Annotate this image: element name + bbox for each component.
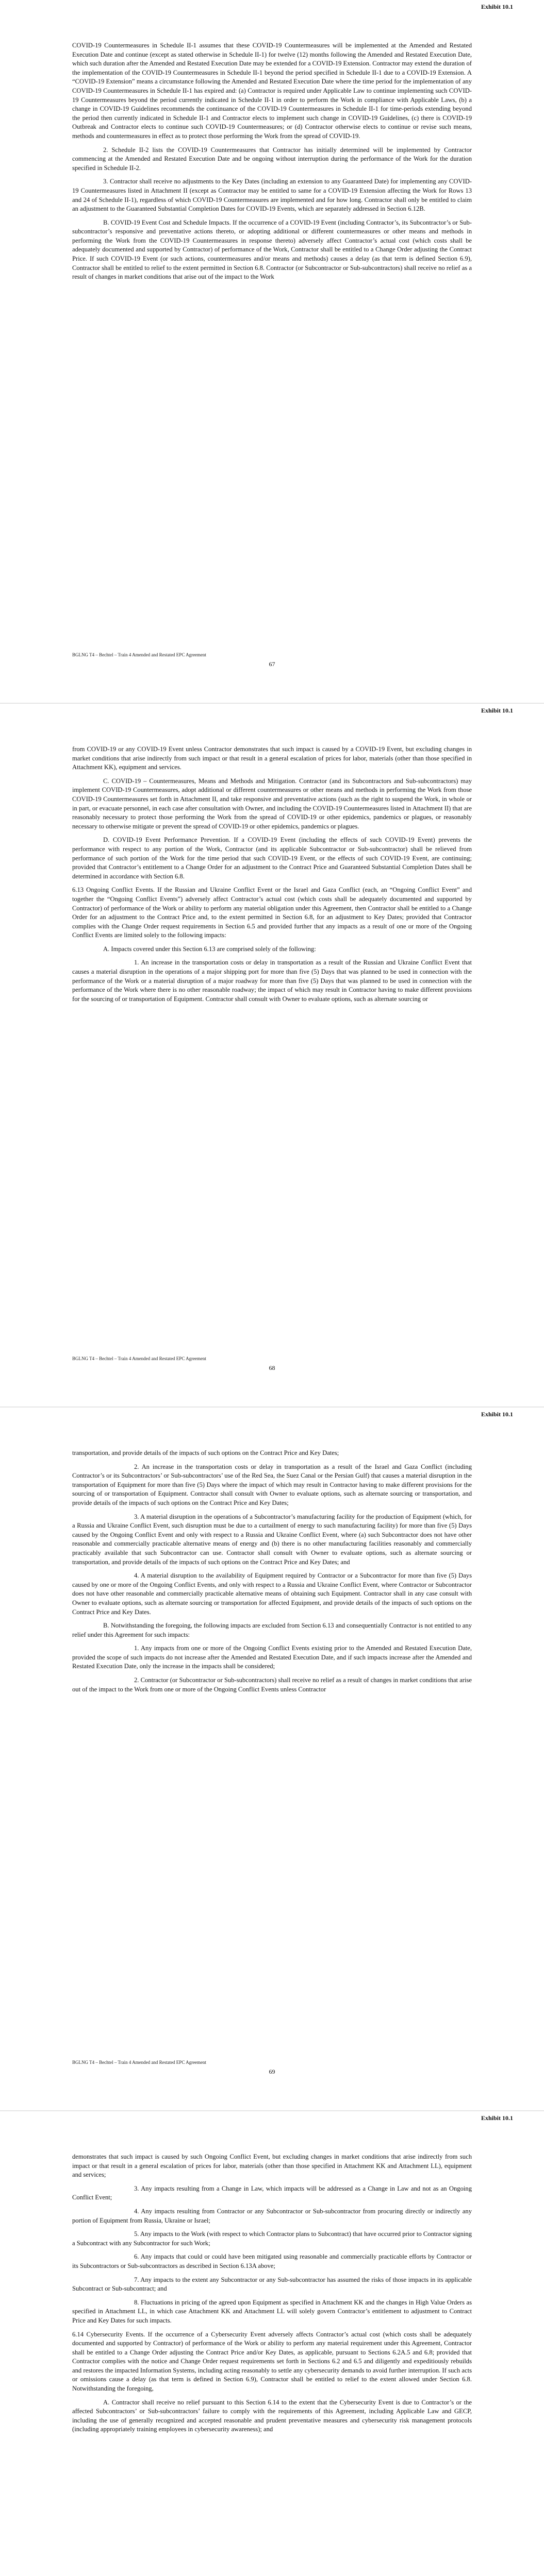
paragraph: 7. Any impacts to the extent any Subcontractor or any Sub-subcontractor has assumed the risks of those impacts in its applicable Subcontract or Sub-subcontract; and bbox=[72, 2276, 472, 2293]
page-content bbox=[72, 1449, 472, 1699]
paragraph: 5. Any impacts to the Work (with respect to which Contractor plans to Subcontract) that have occurred prior to Contractor signing a Subcontract with any Subcontractor for such Work; bbox=[72, 2230, 472, 2247]
document-page bbox=[0, 2111, 544, 2576]
exhibit-label: Exhibit 10.1 bbox=[481, 2114, 513, 2122]
paragraph: D. COVID-19 Event Performance Prevention. If a COVID-19 Event (including the effects of such COVID-19 Event) prevents the performance with respect to any portion of the Work, Contractor (and its applicable Subcontractor or Sub-subcontractor) shall be relieved from performance of such portion of the Work for the time period that such COVID-19 Event, or the effects of such COVID-19 Event, are continuing; provided that Contractor’s entitlement to a Change Order for an adjustment to the Contract Price and Guaranteed Substantial Completion Dates shall be determined in accordance with Section 6.8. bbox=[72, 836, 472, 880]
section-paragraph: 6.13 Ongoing Conflict Events. If the Russian and Ukraine Conflict Event or the Israel and Gaza Conflict (each, an “Ongoing Conflict Event” and together the “Ongoing Conflict Events”) adversely affect Contractor’s actual cost (which costs shall be adequately documented and supported by Contractor) of performance of the Work or ability to perform any material obligation under this Agreement, then Contractor shall be entitled to a Change Order for an adjustment to the Contract Price and, to the extent permitted in Section 6.8, for an adjustment to Key Dates; provided that Contractor complies with the Change Order request requirements in Section 6.5 and provided further that any impacts as a result of one or more of the Ongoing Conflict Events are limited solely to the following impacts: bbox=[72, 886, 472, 939]
paragraph: B. Notwithstanding the foregoing, the following impacts are excluded from Section 6.13 and consequentially Contractor is not entitled to any relief under this Agreement for such impacts: bbox=[72, 1622, 472, 1638]
section-paragraph: 6.14 Cybersecurity Events. If the occurrence of a Cybersecurity Event adversely affects Contractor’s actual cost (which costs shall be adequately documented and supported by Contractor) of performance of the Work or ability to perform any material requirement under this Agreement, Contractor shall be entitled to a Change Order adjusting the Contract Price and/or Key Dates, as applicable, pursuant to Sections 6.2A.5 and 6.8; provided that Contractor complies with the notice and Change Order request requirements set forth in Sections 6.2 and 6.5 and diligently and expeditiously rebuilds and restores the impacted Information Systems, including acting reasonably to settle any cybersecurity demands to avoid further interruption. If such acts or omissions cause a delay (as that term is defined in Section 6.9), Contractor shall be entitled to relief to the extent allowed under Section 6.8. Notwithstanding the foregoing, bbox=[72, 2330, 472, 2393]
paragraph: 2. An increase in the transportation costs or delay in transportation as a result of the Israel and Gaza Conflict (including Contractor’s or its Subcontractors’ or Sub-subcontractors’ use of the Red Sea, the Suez Canal or the Persian Gulf) that causes a material disruption in the transportation of Equipment for more than five (5) Days where the impact of which may result in Contractor having to make different provisions for the sourcing of or transportation of Equipment. Contractor shall consult with Owner to evaluate options, such as alternate sourcing or transportation, and provide details of the impacts of such options on the Contract Price and Key Dates; bbox=[72, 1463, 472, 1506]
paragraph: 4. A material disruption to the availability of Equipment required by Contractor or a Subcontractor for more than five (5) Days caused by one or more of the Ongoing Conflict Events, and only with respect to a Russia and Ukraine Conflict Event, where Contractor or Subcontractor does not have other reasonable and commercially practicable alternative means of obtaining such Equipment. Contractor shall in any case consult with Owner to evaluate options, such as alternate sourcing or transportation for affected Equipment, and provide details of the impacts of such options on the Contract Price and Key Dates. bbox=[72, 1572, 472, 1616]
page-number: 69 bbox=[269, 2068, 275, 2075]
page-content bbox=[72, 41, 472, 286]
paragraph: C. COVID-19 – Countermeasures, Means and Methods and Mitigation. Contractor (and its Subcontractors and Sub-subcontractors) may implement COVID-19 Countermeasures, adopt additional or different countermeasures or other means and methods in performing the Work from those COVID-19 Countermeasures set forth in Attachment II, and take responsive and preventative actions (such as the right to suspend the Work, in whole or in part, or evacuate personnel, in each case after consultation with Owner, and including the COVID-19 Countermeasures listed in Attachment II) that are reasonably necessary to protect those performing the Work from the spread of COVID-19 or other epidemics, pandemics or plagues, or reasonably necessary to otherwise mitigate or prevent the spread of COVID-19 or other epidemics, pandemics or plagues. bbox=[72, 777, 472, 830]
paragraph: 3. A material disruption in the operations of a Subcontractor’s manufacturing facility for the production of Equipment (which, for a Russia and Ukraine Conflict Event, such disruption must be due to a curtailment of energy to such manufacturing facility) for more than five (5) Days caused by the Ongoing Conflict Event and only with respect to a Russia and Ukraine Conflict Event, where (a) such Subcontractor does not have other reasonable and commercially practicable alternative means of energy and (b) there is no other manufacturing facilities reasonably and commercially practicably available that such Subcontractor can use. Contractor shall consult with Owner to evaluate options, such as alternate sourcing or transportation, and provide details of the impacts of such options on the Contract Price and Key Dates; and bbox=[72, 1513, 472, 1566]
paragraph: from COVID-19 or any COVID-19 Event unless Contractor demonstrates that such impact is caused by a COVID-19 Event, but excluding changes in market conditions that arise indirectly from such impact or that result in a general escalation of prices for labor, materials (other than those specified in Attachment KK), equipment and services. bbox=[72, 745, 472, 771]
paragraph: A. Impacts covered under this Section 6.13 are comprised solely of the following: bbox=[103, 945, 316, 953]
page-number: 67 bbox=[269, 660, 275, 668]
exhibit-label: Exhibit 10.1 bbox=[481, 1411, 513, 1418]
paragraph: B. COVID-19 Event Cost and Schedule Impacts. If the occurrence of a COVID-19 Event (including Contractor’s, its Subcontractor’s or Sub-subcontractor’s responsive and preventative actions thereto, or adopting additional or different countermeasures or other means and methods in performing the Work from the COVID-19 Countermeasures in response thereto) adversely affect Contractor’s actual cost (which costs shall be adequately documented and supported by Contractor) of performance of the Work, Contractor shall be entitled to a Change Order adjusting the Contract Price. If such COVID-19 Event (or such actions, countermeasures and/or means and methods) causes a delay (as that term is defined Section 6.9), Contractor shall be entitled to relief to the extent permitted in Section 6.8. Contractor (or Subcontractor or Sub-subcontractors) shall receive no relief as a result of changes in market conditions that arise out of the impact to the Work bbox=[72, 218, 472, 281]
page-content bbox=[72, 745, 472, 1008]
page-footer: BGLNG T4 – Bechtel – Train 4 Amended and Restated EPC Agreement bbox=[72, 2060, 207, 2065]
paragraph: demonstrates that such impact is caused by such Ongoing Conflict Event, but excluding changes in market conditions that arise indirectly from such impact or that result in a general escalation of prices for labor, materials (other than those specified in Attachment KK and Attachment LL), equipment and services; bbox=[72, 2153, 472, 2179]
paragraph: 6. Any impacts that could or could have been mitigated using reasonable and commercially practicable efforts by Contractor or its Subcontractors or Sub-subcontractors as described in Section 6.13A above; bbox=[72, 2253, 472, 2269]
page-number: 68 bbox=[269, 1364, 275, 1371]
document-page bbox=[0, 0, 544, 703]
paragraph: COVID-19 Countermeasures in Schedule II-1 assumes that these COVID-19 Countermeasures will be implemented at the Amended and Restated Execution Date and continue (except as stated otherwise in Schedule II-1) for twelve (12) months following the Amended and Restated Execution Date, which such duration after the Amended and Restated Execution Date may be extended for a COVID-19 Extension. Contractor may extend the duration of the implementation of the COVID-19 Countermeasures in Schedule II-1 beyond the period specified in Schedule II-1 due to a COVID-19 Extension. A “COVID-19 Extension” means a circumstance following the Amended and Restated Execution Date where the time period for the implementation of any COVID-19 Countermeasures in Schedule II-1 has expired and: (a) Contractor is required under Applicable Law to continue implementing such COVID-19 Countermeasures beyond the period currently indicated in Schedule II-1 in order to perform the Work in compliance with Applicable Laws, (b) a change in COVID-19 Guidelines recommends the continuance of the COVID-19 Countermeasures in Schedule II-1 for time-periods extending beyond the period then currently indicated in Schedule II-1 and Contractor elects to implement such change in COVID-19 Guidelines, (c) there is COVID-19 Outbreak and Contractor elects to continue such COVID-19 Countermeasures; or (d) Contractor otherwise elects to continue or revise such means, methods and countermeasures in effect as to protect those performing the Work from the spread of COVID-19. bbox=[72, 42, 472, 140]
paragraph: A. Contractor shall receive no relief pursuant to this Section 6.14 to the extent that the Cybersecurity Event is due to Contractor’s or the affected Subcontractors’ or Sub-subcontractors’ failure to comply with the requirements of this Agreement, including Applicable Law and GECP, including the use of generally recognized and accepted reasonable and prudent preventative measures and cybersecurity risk management protocols (including appropriately training employees in cybersecurity awareness); and bbox=[72, 2398, 472, 2433]
paragraph: 1. An increase in the transportation costs or delay in transportation as a result of the Russian and Ukraine Conflict Event that causes a material disruption in the operations of a major shipping port for more than five (5) Days that was planned to be used in connection with the performance of the Work or a material disruption of a major roadway for more than five (5) Days that was planned to be used in connection with the performance of the Work where there is no other reasonable roadway; the impact of which may result in Contractor having to make different provisions for the sourcing of or transportation of Equipment. Contractor shall consult with Owner to evaluate options, such as alternate sourcing or bbox=[72, 959, 472, 1003]
exhibit-label: Exhibit 10.1 bbox=[481, 3, 513, 10]
exhibit-label: Exhibit 10.1 bbox=[481, 707, 513, 714]
page-footer: BGLNG T4 – Bechtel – Train 4 Amended and Restated EPC Agreement bbox=[72, 1356, 207, 1361]
page-content bbox=[72, 2153, 472, 2439]
paragraph: 1. Any impacts from one or more of the Ongoing Conflict Events existing prior to the Amended and Restated Execution Date, provided the scope of such impacts do not increase after the Amended and Restated Execution Date, and if such impacts increase after the Amended and Restated Execution Date, only the increase in the impacts shall be considered; bbox=[72, 1645, 472, 1670]
paragraph: 3. Contractor shall receive no adjustments to the Key Dates (including an extension to any Guaranteed Date) for implementing any COVID-19 Countermeasures listed in Attachment II (except as Contractor may be entitled to same for a COVID-19 Extension affecting the Work for Rows 13 and 24 of Schedule II-1), regardless of which COVID-19 Countermeasures are implemented and for how long. Contractor shall only be entitled to claim an adjustment to the Guaranteed Substantial Completion Dates for COVID-19 Events, which are separately addressed in Section 6.12B. bbox=[72, 178, 472, 213]
paragraph: 2. Schedule II-2 lists the COVID-19 Countermeasures that Contractor has initially determined will be implemented by Contractor commencing at the Amended and Restated Execution Date and be ongoing without interruption during the performance of the Work for the duration specified in Schedule II-2. bbox=[72, 146, 472, 172]
page-footer: BGLNG T4 – Bechtel – Train 4 Amended and Restated EPC Agreement bbox=[72, 652, 207, 657]
document-page bbox=[0, 1408, 544, 2111]
paragraph: 4. Any impacts resulting from Contractor or any Subcontractor or Sub-subcontractor from procuring directly or indirectly any portion of Equipment from Russia, Ukraine or Israel; bbox=[72, 2207, 472, 2224]
document-page bbox=[0, 704, 544, 1407]
paragraph: transportation, and provide details of the impacts of such options on the Contract Price and Key Dates; bbox=[72, 1449, 339, 1456]
paragraph: 3. Any impacts resulting from a Change in Law, which impacts will be addressed as a Change in Law and not as an Ongoing Conflict Event; bbox=[72, 2184, 472, 2201]
paragraph: 2. Contractor (or Subcontractor or Sub-subcontractors) shall receive no relief as a result of changes in market conditions that arise out of the impact to the Work from one or more of the Ongoing Conflict Events unless Contractor bbox=[72, 1676, 472, 1693]
paragraph: 8. Fluctuations in pricing of the agreed upon Equipment as specified in Attachment KK and the changes in High Value Orders as specified in Attachment LL, in which case Attachment KK and Attachment LL will solely govern Contractor’s entitlement to adjustment to Contract Price and Key Dates for such impacts. bbox=[72, 2298, 472, 2324]
